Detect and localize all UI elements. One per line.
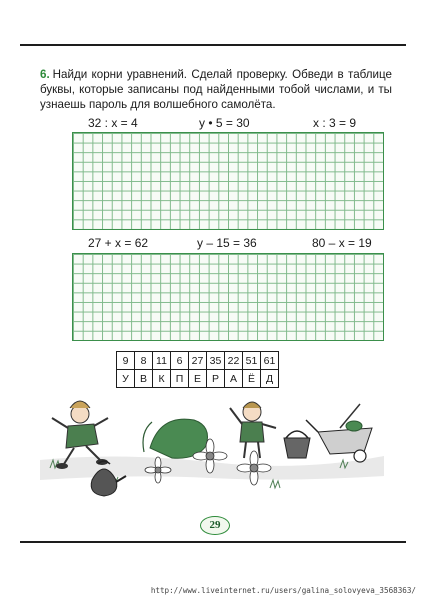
top-rule [20,44,406,46]
equation-5: y – 15 = 36 [197,236,257,250]
task-number: 6. [40,68,50,81]
code-number: 8 [135,352,153,370]
equation-6: 80 – x = 19 [312,236,372,250]
code-letter[interactable]: Р [207,370,225,388]
equation-2: y • 5 = 30 [199,116,250,130]
code-number: 11 [153,352,171,370]
code-number: 35 [207,352,225,370]
boy-figure [230,402,276,458]
code-letter[interactable]: Д [261,370,279,388]
equation-1: 32 : x = 4 [88,116,138,130]
equation-3: x : 3 = 9 [313,116,357,130]
code-number: 6 [171,352,189,370]
code-number: 61 [261,352,279,370]
code-letter[interactable]: К [153,370,171,388]
code-letter[interactable]: А [225,370,243,388]
equation-4: 27 + x = 62 [88,236,149,250]
code-letter[interactable]: П [171,370,189,388]
code-number: 51 [243,352,261,370]
illustration-children-in-garden [40,398,384,510]
code-table [116,351,279,388]
code-number: 27 [189,352,207,370]
source-url[interactable]: http://www.liveinternet.ru/users/galina_solovyeva_3568363/ [150,586,416,595]
code-number: 9 [117,352,135,370]
basket [284,431,310,458]
wheelbarrow [306,404,372,462]
code-number: 22 [225,352,243,370]
page-number: 29 [200,516,230,535]
task-text [40,67,392,112]
task-instructions: Найди корни уравнений. Сделай проверку. Обведи в таблице буквы, которые записаны под найденными тобой числами, и ты узнаешь пароль для волшебного самолёта. [40,68,392,111]
code-letter[interactable]: Е [189,370,207,388]
code-letter[interactable]: В [135,370,153,388]
bottom-rule [20,541,406,543]
answer-grid-2[interactable] [72,253,384,341]
answer-grid-1[interactable] [72,132,384,230]
code-letter[interactable]: У [117,370,135,388]
code-letters-row [117,370,279,388]
code-letter[interactable]: Ё [243,370,261,388]
code-numbers-row [117,352,279,370]
